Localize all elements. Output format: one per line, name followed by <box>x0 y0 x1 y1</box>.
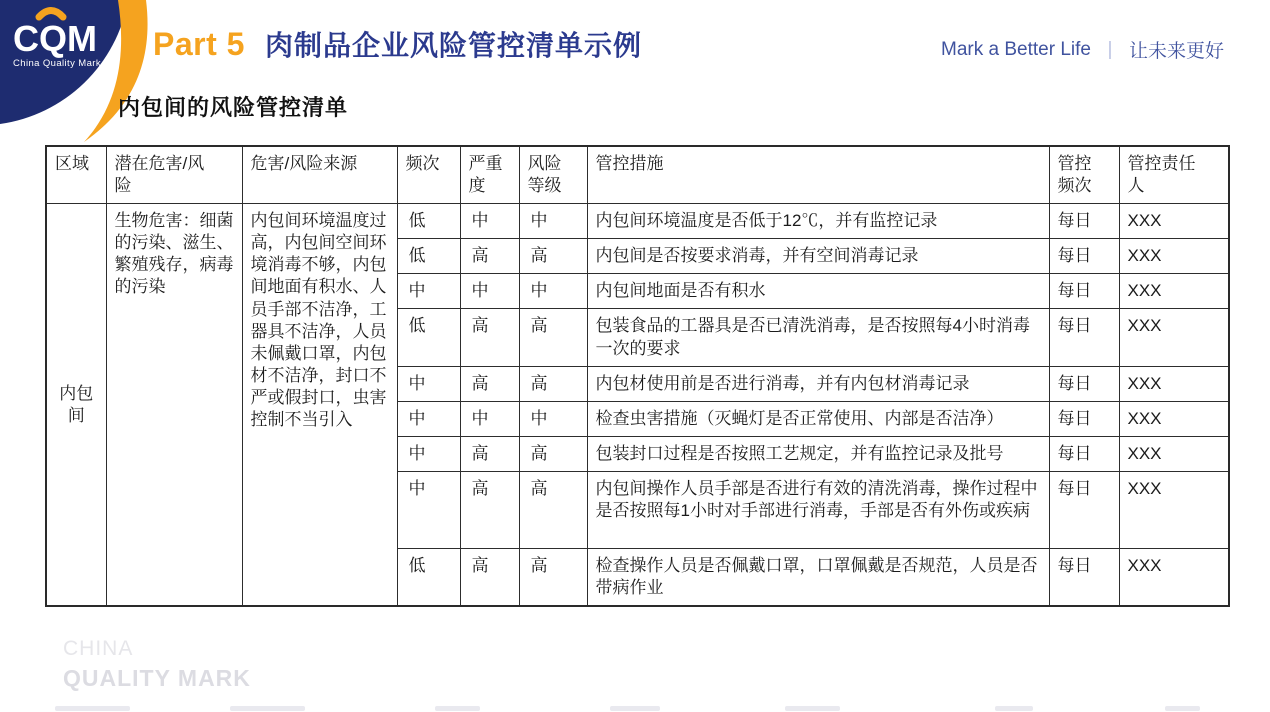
cell-control-frequency: 每日 <box>1049 401 1119 436</box>
cell-control-frequency: 每日 <box>1049 204 1119 239</box>
logo-tagline-text: China Quality Mark <box>13 58 101 69</box>
column-header-area: 区域 <box>46 146 106 204</box>
cell-frequency: 低 <box>397 309 460 366</box>
cell-measure: 内包间地面是否有积水 <box>587 274 1049 309</box>
watermark-line2: QUALITY MARK <box>63 665 251 692</box>
cell-control-frequency: 每日 <box>1049 548 1119 606</box>
cell-risk-level: 高 <box>519 471 587 548</box>
cell-severity: 高 <box>460 471 519 548</box>
timeline-mark <box>55 706 130 711</box>
bottom-timeline-marks <box>0 704 1270 712</box>
watermark <box>63 635 251 694</box>
cell-severity: 中 <box>460 204 519 239</box>
column-header-control-frequency: 管控频次 <box>1049 146 1119 204</box>
cell-frequency: 低 <box>397 204 460 239</box>
timeline-mark <box>785 706 840 711</box>
column-header-risk-level: 风险等级 <box>519 146 587 204</box>
cell-frequency: 中 <box>397 274 460 309</box>
slogan-divider: ｜ <box>1100 40 1119 61</box>
section-subtitle: 内包间的风险管控清单 <box>118 95 349 120</box>
cell-responsible: XXX <box>1119 471 1229 548</box>
column-header-frequency: 频次 <box>397 146 460 204</box>
cell-responsible: XXX <box>1119 548 1229 606</box>
cell-frequency: 中 <box>397 366 460 401</box>
cell-responsible: XXX <box>1119 309 1229 366</box>
cell-frequency: 低 <box>397 239 460 274</box>
cell-risk-level: 中 <box>519 204 587 239</box>
cell-measure: 内包间操作人员手部是否进行有效的清洗消毒，操作过程中是否按照每1小时对手部进行消毒，手部是否有外伤或疾病 <box>587 471 1049 548</box>
cell-responsible: XXX <box>1119 436 1229 471</box>
cell-risk-level: 高 <box>519 309 587 366</box>
table-row <box>46 204 1229 239</box>
part-label: Part 5 <box>153 26 245 62</box>
cell-severity: 高 <box>460 548 519 606</box>
cell-responsible: XXX <box>1119 401 1229 436</box>
cell-measure: 内包间环境温度是否低于12℃，并有监控记录 <box>587 204 1049 239</box>
cell-potential-hazard: 生物危害：细菌的污染、滋生、繁殖残存，病毒的污染 <box>106 204 242 606</box>
cell-control-frequency: 每日 <box>1049 309 1119 366</box>
timeline-mark <box>1165 706 1200 711</box>
cell-risk-level: 高 <box>519 548 587 606</box>
cell-area: 内包间 <box>46 204 106 606</box>
cell-risk-level: 高 <box>519 239 587 274</box>
cell-measure: 检查虫害措施（灭蝇灯是否正常使用、内部是否洁净） <box>587 401 1049 436</box>
cell-frequency: 中 <box>397 436 460 471</box>
cell-risk-level: 高 <box>519 436 587 471</box>
timeline-mark <box>610 706 660 711</box>
cell-responsible: XXX <box>1119 366 1229 401</box>
cell-severity: 高 <box>460 436 519 471</box>
cell-control-frequency: 每日 <box>1049 274 1119 309</box>
cell-control-frequency: 每日 <box>1049 366 1119 401</box>
cell-control-frequency: 每日 <box>1049 239 1119 274</box>
column-header-measure: 管控措施 <box>587 146 1049 204</box>
brand-slogan <box>941 36 1224 63</box>
column-header-severity: 严重度 <box>460 146 519 204</box>
timeline-mark <box>230 706 305 711</box>
cell-responsible: XXX <box>1119 204 1229 239</box>
column-header-hazard-source: 危害/风险来源 <box>242 146 397 204</box>
cell-responsible: XXX <box>1119 274 1229 309</box>
slogan-english: Mark a Better Life <box>941 38 1091 60</box>
cell-measure: 包装封口过程是否按照工艺规定，并有监控记录及批号 <box>587 436 1049 471</box>
cell-measure: 内包间是否按要求消毒，并有空间消毒记录 <box>587 239 1049 274</box>
cell-risk-level: 中 <box>519 274 587 309</box>
cell-frequency: 中 <box>397 471 460 548</box>
cell-frequency: 中 <box>397 401 460 436</box>
risk-control-table <box>45 145 1230 607</box>
cell-severity: 高 <box>460 239 519 274</box>
cell-hazard-source: 内包间环境温度过高，内包间空间环境消毒不够，内包间地面有积水、人员手部不洁净，工器具不洁净，人员未佩戴口罩，内包材不洁净，封口不严或假封口，虫害控制不当引入 <box>242 204 397 606</box>
cell-severity: 高 <box>460 309 519 366</box>
cell-measure: 检查操作人员是否佩戴口罩，口罩佩戴是否规范，人员是否带病作业 <box>587 548 1049 606</box>
table-header-row <box>46 146 1229 204</box>
cell-measure: 包装食品的工器具是否已清洗消毒，是否按照每4小时消毒一次的要求 <box>587 309 1049 366</box>
cell-measure: 内包材使用前是否进行消毒，并有内包材消毒记录 <box>587 366 1049 401</box>
watermark-line1: CHINA <box>63 637 134 660</box>
page-title: 肉制品企业风险管控清单示例 <box>264 30 642 61</box>
cell-severity: 中 <box>460 401 519 436</box>
slogan-chinese: 让未来更好 <box>1128 41 1224 62</box>
timeline-mark <box>435 706 480 711</box>
cell-severity: 高 <box>460 366 519 401</box>
cell-risk-level: 高 <box>519 366 587 401</box>
column-header-responsible: 管控责任人 <box>1119 146 1229 204</box>
cell-severity: 中 <box>460 274 519 309</box>
slide-header <box>153 24 642 64</box>
cell-risk-level: 中 <box>519 401 587 436</box>
cell-frequency: 低 <box>397 548 460 606</box>
cell-responsible: XXX <box>1119 239 1229 274</box>
cell-control-frequency: 每日 <box>1049 471 1119 548</box>
timeline-mark <box>995 706 1033 711</box>
column-header-potential-hazard: 潜在危害/风险 <box>106 146 242 204</box>
cell-control-frequency: 每日 <box>1049 436 1119 471</box>
logo-brand-text: CQM <box>13 18 97 59</box>
